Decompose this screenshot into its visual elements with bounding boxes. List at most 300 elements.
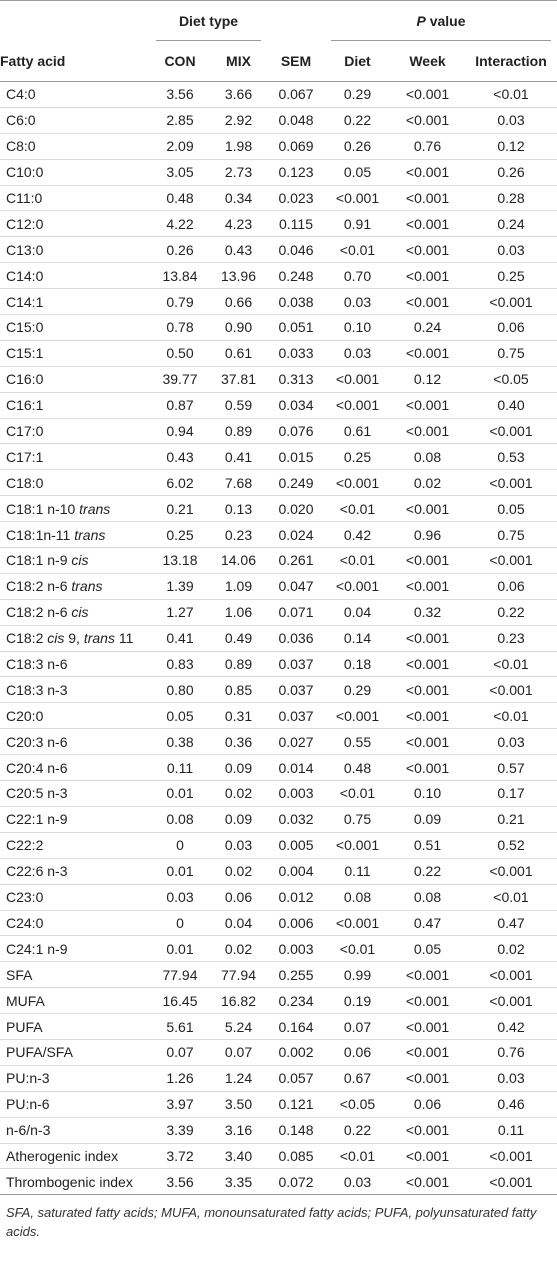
cell-p-week: 0.09 <box>390 806 465 832</box>
row-fatty-acid-name <box>0 185 150 211</box>
cell-sem: 0.014 <box>267 755 325 781</box>
header-group-diet-type-label: Diet type <box>178 13 239 29</box>
row-fatty-acid-name <box>0 522 150 548</box>
cell-p-interaction: 0.75 <box>465 340 557 366</box>
cell-p-interaction: <0.001 <box>465 470 557 496</box>
cell-sem: 0.004 <box>267 858 325 884</box>
table-row <box>0 263 557 289</box>
cell-p-diet: 0.75 <box>325 806 390 832</box>
cell-sem: 0.006 <box>267 910 325 936</box>
cell-con: 0.05 <box>150 703 210 729</box>
cell-con: 3.05 <box>150 159 210 185</box>
cell-con: 13.84 <box>150 263 210 289</box>
row-name-part: C17:0 <box>6 423 44 440</box>
cell-p-diet: 0.25 <box>325 444 390 470</box>
cell-con: 5.61 <box>150 1014 210 1040</box>
cell-p-week: 0.12 <box>390 366 465 392</box>
table-row <box>0 729 557 755</box>
cell-p-week: <0.001 <box>390 82 465 108</box>
table-row <box>0 884 557 910</box>
cell-mix: 4.23 <box>210 211 267 237</box>
header-group-p-value <box>325 1 557 42</box>
cell-p-diet: <0.01 <box>325 781 390 807</box>
cell-p-interaction: 0.24 <box>465 211 557 237</box>
cell-p-diet: 0.14 <box>325 625 390 651</box>
cell-mix: 1.24 <box>210 1065 267 1091</box>
row-name-part: C18:2 n-6 <box>6 604 72 621</box>
cell-sem: 0.032 <box>267 806 325 832</box>
row-name-part: C18:1n-11 <box>6 526 75 543</box>
table-row <box>0 651 557 677</box>
cell-p-interaction: <0.001 <box>465 418 557 444</box>
row-name-part: PU:n-3 <box>6 1070 50 1087</box>
table-body <box>0 82 557 1195</box>
cell-con: 0.38 <box>150 729 210 755</box>
cell-mix: 16.82 <box>210 988 267 1014</box>
cell-con: 0.07 <box>150 1039 210 1065</box>
row-fatty-acid-name <box>0 340 150 366</box>
cell-p-interaction: 0.75 <box>465 522 557 548</box>
table-row <box>0 936 557 962</box>
row-fatty-acid-name <box>0 1143 150 1169</box>
cell-con: 0 <box>150 832 210 858</box>
table-row <box>0 392 557 418</box>
cell-sem: 0.249 <box>267 470 325 496</box>
cell-p-week: 0.47 <box>390 910 465 936</box>
cell-p-week: 0.32 <box>390 599 465 625</box>
cell-sem: 0.024 <box>267 522 325 548</box>
cell-p-interaction: 0.57 <box>465 755 557 781</box>
cell-con: 0.21 <box>150 496 210 522</box>
cell-p-week: <0.001 <box>390 185 465 211</box>
cell-mix: 0.61 <box>210 340 267 366</box>
row-fatty-acid-name <box>0 107 150 133</box>
header-interaction: Interaction <box>465 41 557 82</box>
row-fatty-acid-name <box>0 418 150 444</box>
row-name-part: C22:1 n-9 <box>6 811 68 828</box>
cell-sem: 0.234 <box>267 988 325 1014</box>
cell-mix: 3.40 <box>210 1143 267 1169</box>
row-name-part: C18:0 <box>6 474 44 491</box>
row-fatty-acid-name <box>0 133 150 159</box>
cell-con: 0.08 <box>150 806 210 832</box>
row-fatty-acid-name <box>0 651 150 677</box>
row-name-part: C24:0 <box>6 914 44 931</box>
table-row <box>0 548 557 574</box>
table-row <box>0 910 557 936</box>
cell-sem: 0.036 <box>267 625 325 651</box>
table-row <box>0 625 557 651</box>
cell-sem: 0.046 <box>267 237 325 263</box>
row-name-part: C18:2 <box>6 630 48 647</box>
cell-sem: 0.115 <box>267 211 325 237</box>
row-name-part: C8:0 <box>6 138 36 155</box>
cell-p-week: 0.10 <box>390 781 465 807</box>
row-name-part: C18:3 n-6 <box>6 656 68 673</box>
cell-con: 0.83 <box>150 651 210 677</box>
cell-p-diet: 0.06 <box>325 1039 390 1065</box>
cell-sem: 0.164 <box>267 1014 325 1040</box>
cell-con: 39.77 <box>150 366 210 392</box>
cell-p-interaction: 0.40 <box>465 392 557 418</box>
cell-p-diet: 0.70 <box>325 263 390 289</box>
cell-p-diet: 0.07 <box>325 1014 390 1040</box>
header-group-divider <box>331 40 551 41</box>
cell-p-week: <0.001 <box>390 211 465 237</box>
row-fatty-acid-name <box>0 910 150 936</box>
cell-mix: 7.68 <box>210 470 267 496</box>
cell-p-week: <0.001 <box>390 677 465 703</box>
cell-mix: 2.73 <box>210 159 267 185</box>
table-row <box>0 82 557 108</box>
cell-p-diet: 0.61 <box>325 418 390 444</box>
cell-p-diet: 0.67 <box>325 1065 390 1091</box>
table-row <box>0 755 557 781</box>
row-name-part: SFA <box>6 966 33 983</box>
cell-p-diet: 0.03 <box>325 1169 390 1195</box>
table-footnote: SFA, saturated fatty acids; MUFA, monounsaturated fatty acids; PUFA, polyunsaturated fatty acids. <box>6 1205 537 1240</box>
cell-p-interaction: <0.001 <box>465 548 557 574</box>
cell-p-interaction: 0.52 <box>465 832 557 858</box>
cell-sem: 0.023 <box>267 185 325 211</box>
cell-mix: 3.66 <box>210 82 267 108</box>
cell-p-week: 0.06 <box>390 1091 465 1117</box>
header-con: CON <box>150 41 210 82</box>
row-name-part: n-6/n-3 <box>6 1122 51 1139</box>
cell-p-interaction: 0.06 <box>465 315 557 341</box>
cell-con: 0.41 <box>150 625 210 651</box>
cell-sem: 0.313 <box>267 366 325 392</box>
table-row <box>0 703 557 729</box>
row-fatty-acid-name <box>0 496 150 522</box>
row-name-part: 11 <box>114 630 134 647</box>
table-row <box>0 1117 557 1143</box>
cell-con: 0.03 <box>150 884 210 910</box>
row-name-part: C24:1 n-9 <box>6 940 68 957</box>
cell-mix: 5.24 <box>210 1014 267 1040</box>
row-name-part: C20:4 n-6 <box>6 759 68 776</box>
cell-p-interaction: 0.21 <box>465 806 557 832</box>
cell-p-diet: 0.04 <box>325 599 390 625</box>
table-row <box>0 962 557 988</box>
cell-con: 3.97 <box>150 1091 210 1117</box>
header-blank <box>0 1 150 42</box>
cell-p-week: <0.001 <box>390 289 465 315</box>
cell-mix: 3.35 <box>210 1169 267 1195</box>
cell-sem: 0.051 <box>267 315 325 341</box>
cell-p-week: 0.08 <box>390 884 465 910</box>
header-week: Week <box>390 41 465 82</box>
table-row <box>0 1143 557 1169</box>
cell-p-diet: <0.001 <box>325 185 390 211</box>
row-fatty-acid-name <box>0 237 150 263</box>
cell-con: 3.72 <box>150 1143 210 1169</box>
cell-mix: 0.41 <box>210 444 267 470</box>
cell-p-interaction: <0.001 <box>465 677 557 703</box>
cell-con: 0.78 <box>150 315 210 341</box>
cell-mix: 2.92 <box>210 107 267 133</box>
cell-sem: 0.148 <box>267 1117 325 1143</box>
cell-mix: 0.89 <box>210 418 267 444</box>
row-name-part: C15:1 <box>6 345 44 362</box>
table-row <box>0 1065 557 1091</box>
cell-p-interaction: 0.03 <box>465 1065 557 1091</box>
cell-p-interaction: 0.12 <box>465 133 557 159</box>
cell-p-interaction: 0.26 <box>465 159 557 185</box>
row-fatty-acid-name <box>0 755 150 781</box>
cell-p-interaction: 0.03 <box>465 729 557 755</box>
row-fatty-acid-name <box>0 936 150 962</box>
cell-p-week: 0.96 <box>390 522 465 548</box>
row-name-part: C16:1 <box>6 397 44 414</box>
cell-mix: 0.85 <box>210 677 267 703</box>
cell-p-week: <0.001 <box>390 159 465 185</box>
row-fatty-acid-name <box>0 677 150 703</box>
cell-mix: 0.49 <box>210 625 267 651</box>
row-fatty-acid-name <box>0 1014 150 1040</box>
cell-p-week: <0.001 <box>390 1039 465 1065</box>
row-name-part: Atherogenic index <box>6 1147 119 1164</box>
cell-p-interaction: 0.11 <box>465 1117 557 1143</box>
cell-p-diet: 0.10 <box>325 315 390 341</box>
cell-p-interaction: 0.28 <box>465 185 557 211</box>
table-row <box>0 418 557 444</box>
cell-p-interaction: <0.01 <box>465 884 557 910</box>
cell-con: 0.79 <box>150 289 210 315</box>
row-fatty-acid-name <box>0 444 150 470</box>
cell-sem: 0.048 <box>267 107 325 133</box>
cell-p-interaction: 0.25 <box>465 263 557 289</box>
row-name-italic-part: cis <box>47 630 65 647</box>
row-name-part: C11:0 <box>6 190 43 206</box>
cell-mix: 1.06 <box>210 599 267 625</box>
row-name-italic-part: trans <box>74 526 106 543</box>
cell-p-diet: 0.11 <box>325 858 390 884</box>
row-fatty-acid-name <box>0 625 150 651</box>
cell-p-interaction: <0.001 <box>465 1143 557 1169</box>
row-fatty-acid-name <box>0 703 150 729</box>
row-name-part: C23:0 <box>6 889 44 906</box>
table-row <box>0 1091 557 1117</box>
row-name-part: C18:2 n-6 <box>6 578 72 595</box>
cell-p-week: <0.001 <box>390 651 465 677</box>
cell-p-interaction: <0.001 <box>465 1169 557 1195</box>
cell-p-diet: <0.001 <box>325 910 390 936</box>
cell-p-week: <0.001 <box>390 392 465 418</box>
header-group-p-italic: P <box>416 13 426 29</box>
cell-con: 0.87 <box>150 392 210 418</box>
cell-p-interaction: 0.17 <box>465 781 557 807</box>
cell-p-diet: 0.22 <box>325 107 390 133</box>
row-fatty-acid-name <box>0 988 150 1014</box>
table-row <box>0 522 557 548</box>
table-row <box>0 806 557 832</box>
cell-con: 0.11 <box>150 755 210 781</box>
cell-sem: 0.047 <box>267 573 325 599</box>
cell-con: 0.50 <box>150 340 210 366</box>
table-row <box>0 677 557 703</box>
cell-p-week: <0.001 <box>390 548 465 574</box>
cell-p-week: <0.001 <box>390 703 465 729</box>
row-fatty-acid-name <box>0 315 150 341</box>
cell-p-diet: 0.18 <box>325 651 390 677</box>
header-sem: SEM <box>267 41 325 82</box>
row-name-part: C16:0 <box>6 371 44 388</box>
cell-p-week: 0.24 <box>390 315 465 341</box>
row-fatty-acid-name <box>0 392 150 418</box>
cell-sem: 0.255 <box>267 962 325 988</box>
row-name-part: MUFA <box>6 992 45 1009</box>
row-fatty-acid-name <box>0 858 150 884</box>
cell-mix: 0.07 <box>210 1039 267 1065</box>
cell-p-week: <0.001 <box>390 418 465 444</box>
header-group-p-rest: value <box>425 13 466 29</box>
row-name-italic-part: trans <box>83 630 115 647</box>
cell-mix: 14.06 <box>210 548 267 574</box>
table-row <box>0 781 557 807</box>
cell-p-week: <0.001 <box>390 962 465 988</box>
cell-sem: 0.003 <box>267 936 325 962</box>
table-row <box>0 599 557 625</box>
cell-p-week: <0.001 <box>390 263 465 289</box>
table-row <box>0 237 557 263</box>
row-name-italic-part: trans <box>71 578 103 595</box>
cell-p-week: <0.001 <box>390 1143 465 1169</box>
table-row <box>0 1014 557 1040</box>
cell-p-diet: 0.91 <box>325 211 390 237</box>
cell-con: 0.80 <box>150 677 210 703</box>
row-fatty-acid-name <box>0 211 150 237</box>
cell-p-diet: <0.01 <box>325 548 390 574</box>
row-name-italic-part: cis <box>71 604 89 621</box>
header-diet: Diet <box>325 41 390 82</box>
cell-sem: 0.123 <box>267 159 325 185</box>
cell-con: 3.56 <box>150 1169 210 1195</box>
cell-p-week: 0.76 <box>390 133 465 159</box>
cell-mix: 1.98 <box>210 133 267 159</box>
cell-con: 77.94 <box>150 962 210 988</box>
cell-mix: 13.96 <box>210 263 267 289</box>
cell-p-diet: 0.99 <box>325 962 390 988</box>
table-row <box>0 315 557 341</box>
row-fatty-acid-name <box>0 573 150 599</box>
row-name-part: C13:0 <box>6 241 44 258</box>
cell-p-diet: <0.01 <box>325 496 390 522</box>
table-row <box>0 988 557 1014</box>
cell-mix: 0.43 <box>210 237 267 263</box>
cell-p-interaction: <0.01 <box>465 651 557 677</box>
row-fatty-acid-name <box>0 1065 150 1091</box>
cell-p-diet: 0.05 <box>325 159 390 185</box>
row-name-part: 9, <box>64 630 84 647</box>
cell-mix: 0.59 <box>210 392 267 418</box>
cell-sem: 0.012 <box>267 884 325 910</box>
row-name-part: C20:5 n-3 <box>6 785 68 802</box>
cell-con: 16.45 <box>150 988 210 1014</box>
cell-mix: 0.90 <box>210 315 267 341</box>
cell-p-interaction: <0.05 <box>465 366 557 392</box>
row-fatty-acid-name <box>0 159 150 185</box>
cell-mix: 0.02 <box>210 858 267 884</box>
row-fatty-acid-name <box>0 1091 150 1117</box>
row-name-part: C4:0 <box>6 86 36 103</box>
row-name-part: C18:1 n-9 <box>6 552 72 569</box>
row-name-part: PUFA <box>6 1018 43 1035</box>
cell-mix: 3.16 <box>210 1117 267 1143</box>
cell-con: 0.01 <box>150 858 210 884</box>
cell-con: 6.02 <box>150 470 210 496</box>
row-name-italic-part: trans <box>79 500 111 517</box>
cell-p-interaction: 0.03 <box>465 107 557 133</box>
header-blank <box>267 1 325 42</box>
cell-sem: 0.261 <box>267 548 325 574</box>
cell-sem: 0.037 <box>267 703 325 729</box>
cell-p-diet: 0.08 <box>325 884 390 910</box>
cell-con: 0.01 <box>150 781 210 807</box>
row-fatty-acid-name <box>0 1169 150 1195</box>
cell-p-diet: <0.001 <box>325 392 390 418</box>
cell-con: 0.25 <box>150 522 210 548</box>
cell-sem: 0.037 <box>267 677 325 703</box>
table-row <box>0 444 557 470</box>
header-group-divider <box>156 40 261 41</box>
cell-p-interaction: 0.46 <box>465 1091 557 1117</box>
cell-p-diet: <0.001 <box>325 703 390 729</box>
row-name-part: PUFA/SFA <box>6 1044 73 1061</box>
cell-mix: 0.09 <box>210 806 267 832</box>
cell-p-interaction: 0.76 <box>465 1039 557 1065</box>
table-row <box>0 289 557 315</box>
header-group-diet-type <box>150 1 267 42</box>
cell-con: 0.26 <box>150 237 210 263</box>
cell-p-diet: <0.001 <box>325 470 390 496</box>
cell-p-diet: 0.29 <box>325 677 390 703</box>
row-fatty-acid-name <box>0 1117 150 1143</box>
header-mix: MIX <box>210 41 267 82</box>
cell-sem: 0.248 <box>267 263 325 289</box>
cell-p-interaction: <0.001 <box>465 962 557 988</box>
cell-sem: 0.034 <box>267 392 325 418</box>
cell-con: 2.09 <box>150 133 210 159</box>
row-fatty-acid-name <box>0 962 150 988</box>
cell-p-interaction: 0.22 <box>465 599 557 625</box>
cell-p-diet: 0.03 <box>325 340 390 366</box>
cell-con: 0.94 <box>150 418 210 444</box>
table-row <box>0 858 557 884</box>
row-name-part: PU:n-6 <box>6 1096 50 1113</box>
cell-p-week: <0.001 <box>390 496 465 522</box>
cell-sem: 0.033 <box>267 340 325 366</box>
cell-p-week: 0.51 <box>390 832 465 858</box>
cell-mix: 0.13 <box>210 496 267 522</box>
table-row <box>0 470 557 496</box>
table-row <box>0 832 557 858</box>
cell-mix: 0.34 <box>210 185 267 211</box>
cell-mix: 77.94 <box>210 962 267 988</box>
cell-mix: 0.02 <box>210 781 267 807</box>
cell-p-interaction: <0.01 <box>465 82 557 108</box>
cell-p-interaction: <0.001 <box>465 858 557 884</box>
row-fatty-acid-name <box>0 781 150 807</box>
cell-p-week: <0.001 <box>390 340 465 366</box>
cell-con: 2.85 <box>150 107 210 133</box>
cell-mix: 0.66 <box>210 289 267 315</box>
cell-mix: 37.81 <box>210 366 267 392</box>
cell-sem: 0.002 <box>267 1039 325 1065</box>
cell-p-interaction: 0.23 <box>465 625 557 651</box>
cell-p-diet: <0.001 <box>325 573 390 599</box>
cell-p-diet: 0.48 <box>325 755 390 781</box>
